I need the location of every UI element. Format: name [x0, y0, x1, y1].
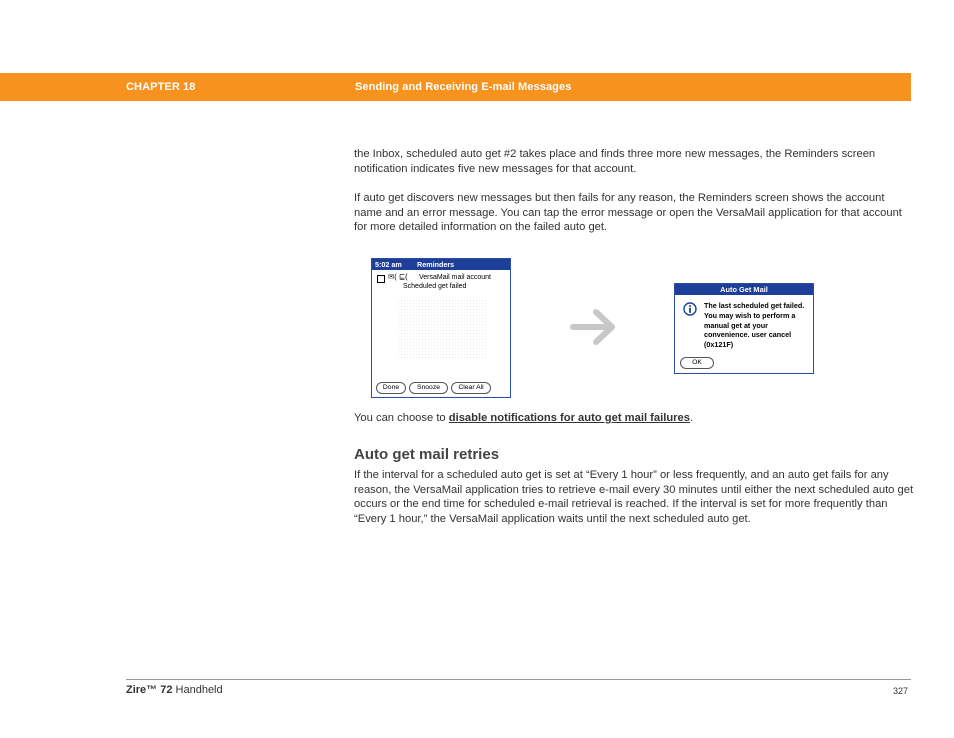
footer-product-name	[126, 684, 223, 696]
reminder-account-name[interactable]: VersaMail mail account	[419, 274, 491, 281]
chapter-header-bar	[0, 73, 911, 101]
section-heading: Auto get mail retries	[354, 446, 500, 463]
right-arrow-icon	[570, 307, 620, 347]
clear-all-button[interactable]: Clear All	[451, 382, 491, 394]
reminders-title: Reminders	[417, 260, 455, 269]
snooze-button[interactable]: Snooze	[409, 382, 448, 394]
choose-prefix-text: You can choose to	[354, 412, 449, 424]
product-model: Zire™ 72	[126, 684, 173, 696]
reminder-checkbox[interactable]	[377, 275, 385, 283]
reminders-background-pattern	[397, 299, 487, 359]
paragraph-auto-get-retries: If the interval for a scheduled auto get is set at “Every 1 hour” or less frequently, and an auto get fails for any reason, the VersaMail application tries to retrieve e-mail every 30 minutes until either the next scheduled auto get occurs or the end time for scheduled e-mail retrieval is reached. If the interval is set for more frequently than “Every 1 hour,” the VersaMail application waits until the next scheduled auto get.	[354, 469, 914, 525]
paragraph-inbox-notification: the Inbox, scheduled auto get #2 takes place and finds three more new messages, the Reminders screen notification indicates five new messages for that account.	[354, 148, 876, 175]
page-number: 327	[893, 686, 909, 696]
auto-get-error-message: The last scheduled get failed. You may wish to perform a manual get at your convenience. user cancel (0x121F)	[704, 301, 805, 350]
chapter-label: CHAPTER 18	[126, 81, 196, 93]
info-icon	[683, 302, 697, 316]
chapter-title: Sending and Receiving E-mail Messages	[355, 81, 572, 93]
reminders-screen-image	[371, 258, 511, 398]
reminder-error-message[interactable]: Scheduled get failed	[403, 283, 467, 290]
disable-notifications-link[interactable]: disable notifications for auto get mail failures	[448, 412, 690, 424]
footer-divider	[126, 679, 911, 680]
reminders-titlebar	[372, 259, 510, 270]
done-button[interactable]: Done	[376, 382, 406, 394]
choose-suffix-text: .	[689, 412, 694, 424]
auto-get-mail-titlebar: Auto Get Mail	[675, 284, 813, 295]
auto-get-mail-dialog-image	[674, 283, 814, 374]
reminders-time: 5:02 am	[375, 260, 402, 269]
paragraph-auto-get-failure: If auto get discovers new messages but then fails for any reason, the Reminders screen shows the account name and an error message. You can tap the error message or open the VersaMail application for that account for more detailed information on the failed auto get.	[354, 192, 902, 234]
paragraph-disable-notifications	[354, 411, 914, 426]
mail-alert-icon: ✉( ⊑(	[388, 272, 408, 281]
product-type: Handheld	[172, 684, 223, 696]
ok-button[interactable]: OK	[680, 357, 714, 369]
